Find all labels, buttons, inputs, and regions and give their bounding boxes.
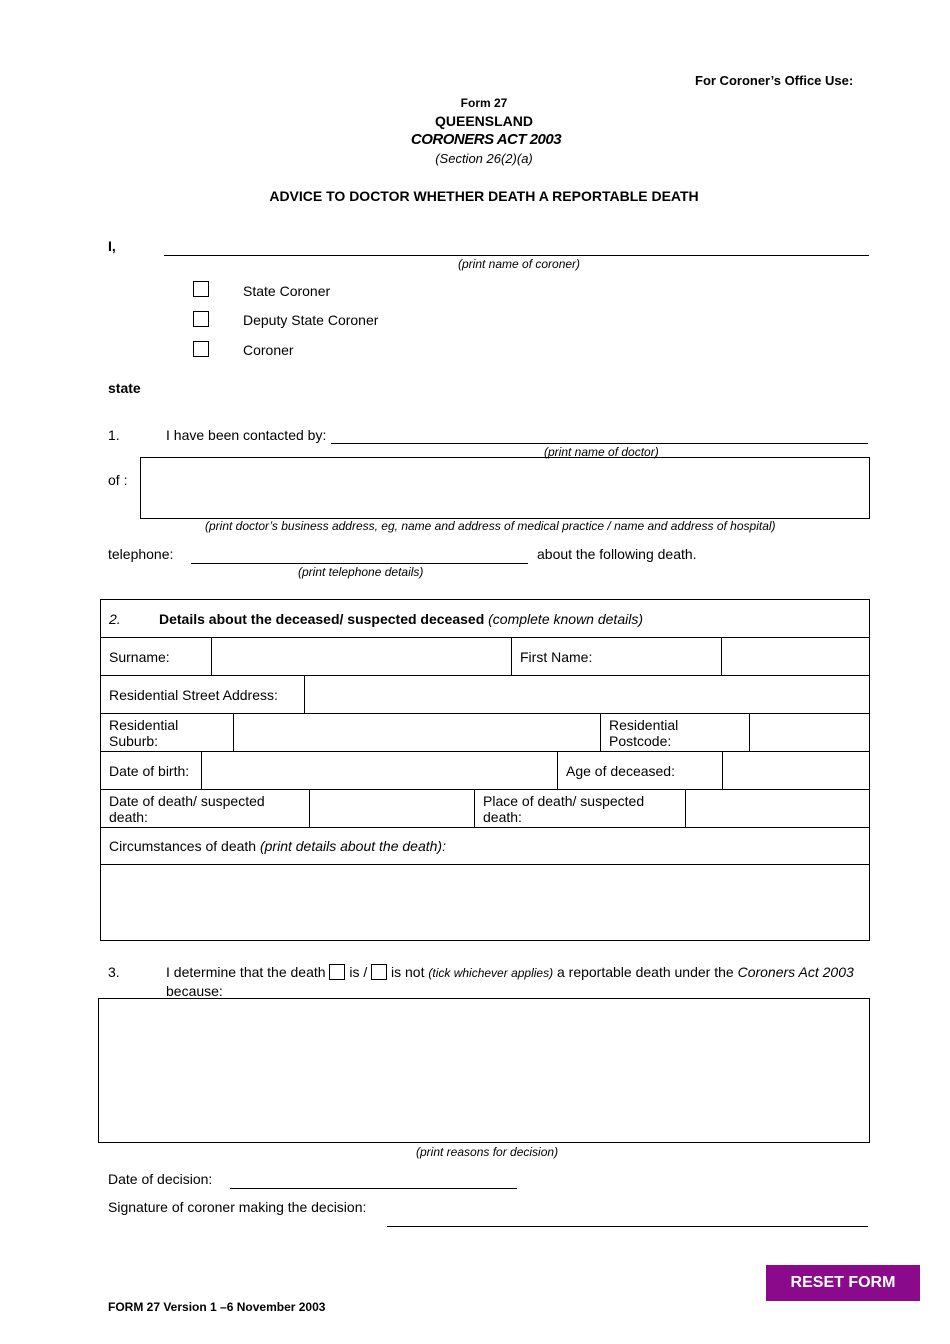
surname-field[interactable] — [211, 638, 511, 675]
i-label: I, — [108, 238, 116, 254]
dob-field[interactable] — [201, 752, 557, 789]
telephone-field[interactable] — [191, 563, 528, 564]
form-version-footer: FORM 27 Version 1 –6 November 2003 — [108, 1300, 326, 1314]
act-name: CORONERS ACT 2003 — [410, 131, 562, 148]
of-label: of : — [108, 472, 128, 488]
surname-label: Surname: — [109, 648, 170, 665]
signature-label: Signature of coroner making the decision: — [108, 1199, 367, 1215]
street-address-label: Residential Street Address: — [109, 686, 278, 703]
postcode-label: Residential Postcode: — [600, 714, 749, 751]
coroner-checkbox[interactable] — [193, 341, 209, 357]
signature-field[interactable] — [387, 1226, 868, 1227]
reasons-hint: (print reasons for decision) — [416, 1145, 559, 1159]
jurisdiction: QUEENSLAND — [434, 113, 533, 129]
pod-field[interactable] — [685, 790, 869, 827]
telephone-hint: (print telephone details) — [298, 565, 424, 579]
section-1-number: 1. — [108, 427, 120, 443]
deceased-details-table — [100, 599, 870, 941]
date-of-decision-label: Date of decision: — [108, 1171, 213, 1187]
telephone-label: telephone: — [108, 546, 174, 562]
coroner-label: Coroner — [243, 342, 294, 358]
doctor-address-hint: (print doctor’s business address, eg, name and address of medical practice / name and address of hospital) — [205, 519, 776, 533]
is-reportable-checkbox[interactable] — [329, 964, 345, 980]
postcode-field[interactable] — [749, 714, 869, 751]
form-number: Form 27 — [460, 96, 508, 110]
deputy-state-coroner-checkbox[interactable] — [193, 311, 209, 327]
coroner-name-hint: (print name of coroner) — [458, 257, 581, 271]
age-label: Age of deceased: — [557, 752, 722, 789]
state-label: state — [108, 380, 141, 396]
doctor-address-field[interactable] — [140, 457, 870, 519]
dob-label: Date of birth: — [109, 762, 190, 779]
deputy-state-coroner-label: Deputy State Coroner — [243, 312, 379, 328]
section-2-heading: Details about the deceased/ suspected deceased (complete known details) — [159, 610, 643, 627]
circumstances-field[interactable] — [101, 865, 870, 941]
office-use-label: For Coroner’s Office Use: — [695, 73, 854, 88]
circumstances-label: Circumstances of death (print details about the death): — [101, 828, 870, 865]
first-name-field[interactable] — [721, 638, 869, 675]
section-2-number: 2. — [109, 610, 121, 627]
suburb-label: Residential Suburb: — [109, 716, 179, 749]
about-death-text: about the following death. — [537, 546, 697, 562]
state-coroner-label: State Coroner — [243, 283, 331, 299]
state-coroner-checkbox[interactable] — [193, 281, 209, 297]
dod-field[interactable] — [309, 790, 474, 827]
page-title: ADVICE TO DOCTOR WHETHER DEATH A REPORTABLE DEATH — [269, 188, 699, 204]
because-label: because: — [166, 983, 223, 999]
suburb-field[interactable] — [233, 714, 600, 751]
street-address-field[interactable] — [304, 676, 869, 713]
dod-label: Date of death/ suspected death: — [109, 792, 265, 825]
coroner-name-field[interactable] — [164, 255, 869, 256]
reset-form-button[interactable]: RESET FORM — [766, 1265, 920, 1301]
determination-text: I determine that the death is / is not (tick whichever applies) a reportable death under the Coroners Act 2003 — [166, 964, 854, 980]
date-of-decision-field[interactable] — [230, 1188, 517, 1189]
contacted-by-label: I have been contacted by: — [166, 427, 327, 443]
doctor-name-hint: (print name of doctor) — [544, 445, 659, 459]
section-3-number: 3. — [108, 964, 120, 980]
is-not-reportable-checkbox[interactable] — [371, 964, 387, 980]
reasons-field[interactable] — [98, 998, 870, 1143]
first-name-label: First Name: — [511, 638, 721, 675]
age-field[interactable] — [722, 752, 869, 789]
doctor-name-field[interactable] — [331, 443, 868, 444]
section-ref: (Section 26(2)(a) — [435, 151, 533, 166]
pod-label: Place of death/ suspected death: — [474, 790, 685, 827]
